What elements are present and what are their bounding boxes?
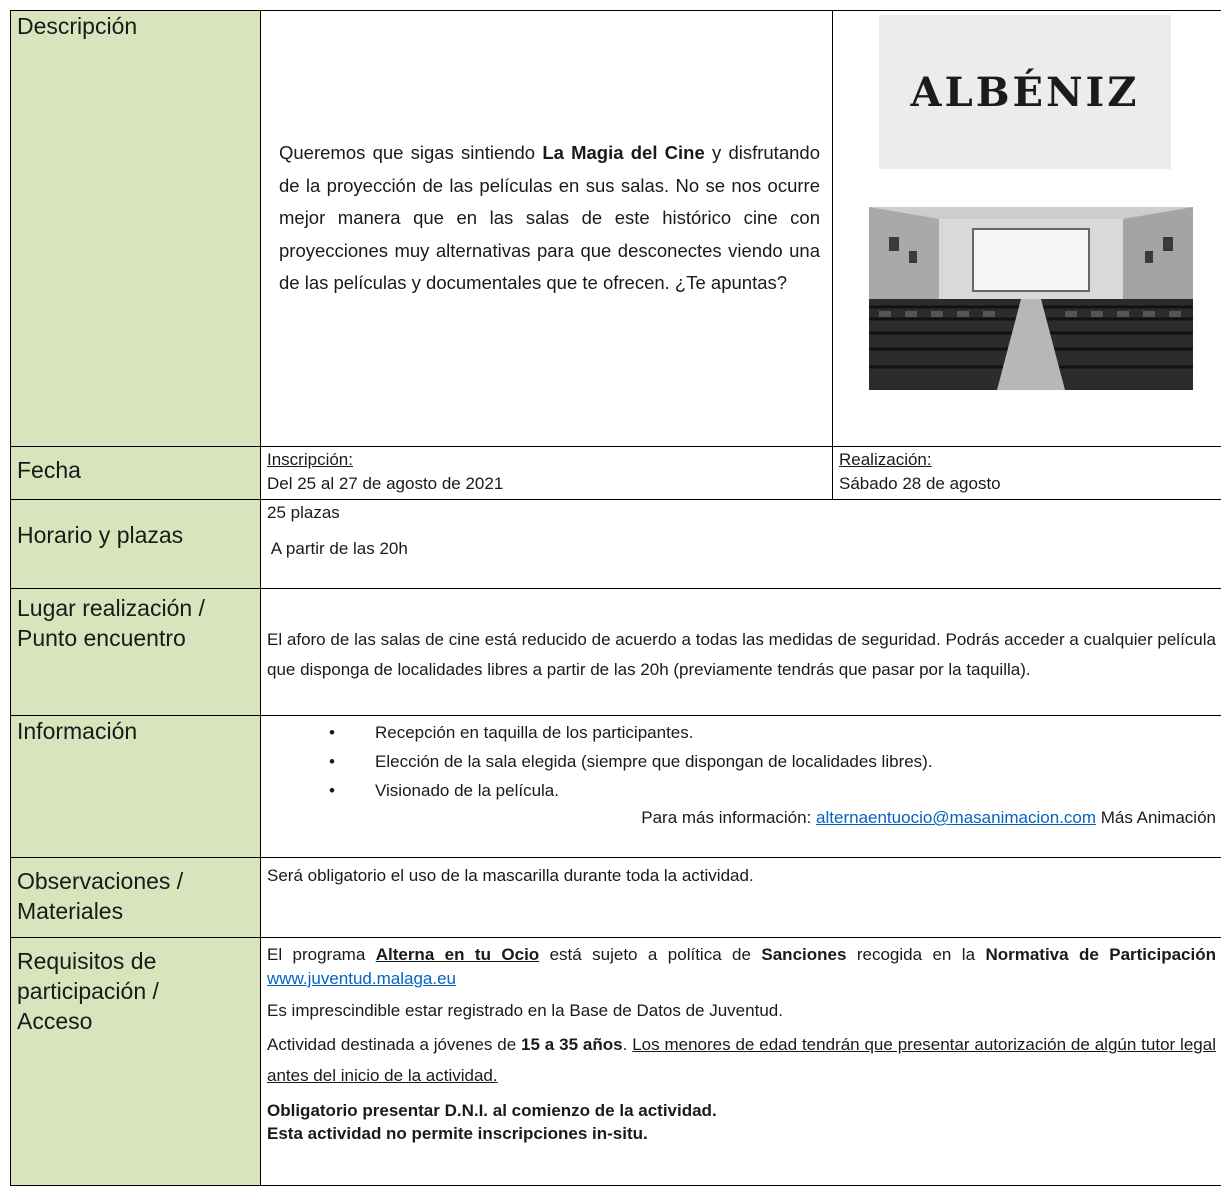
label-informacion: Información xyxy=(11,716,261,858)
list-item xyxy=(267,776,1216,805)
requisitos-p2: Es imprescindible estar registrado en la Base de Datos de Juventud. xyxy=(267,997,1216,1025)
row-horario xyxy=(11,500,1221,589)
label-requisitos-line2: participación / xyxy=(17,976,254,1006)
bullet: • xyxy=(329,718,335,747)
lugar-text: El aforo de las salas de cine está reducido de acuerdo a todas las medidas de seguridad. Podrás acceder a cualquier película que disponga de localidades libres a partir de las 20h (previamente tendrás que pasar por la taquilla). xyxy=(267,630,1216,679)
descripcion-highlight: La Magia del Cine xyxy=(542,142,704,163)
cinema-hall-photo xyxy=(869,207,1221,395)
row-descripcion xyxy=(11,11,1221,447)
horario-hora: A partir de las 20h xyxy=(267,538,1216,560)
row-lugar xyxy=(11,589,1221,716)
fecha-inscripcion-cell xyxy=(261,447,833,500)
label-lugar xyxy=(11,589,261,716)
horario-plazas: 25 plazas xyxy=(267,502,1216,524)
label-observaciones-line1: Observaciones / xyxy=(17,866,254,896)
descripcion-images-cell xyxy=(833,11,1221,447)
label-lugar-line1: Lugar realización / xyxy=(17,593,254,623)
fecha-realizacion-cell xyxy=(833,447,1221,500)
requisitos-p3: Actividad destinada a jóvenes de 15 a 35 años. Los menores de edad tendrán que presentar autorización de algún tutor legal antes del inicio de la actividad. xyxy=(267,1029,1216,1091)
label-horario: Horario y plazas xyxy=(11,500,261,589)
alterna-program-name: Alterna en tu Ocio xyxy=(376,945,539,964)
horario-cell xyxy=(261,500,1221,589)
list-item xyxy=(267,718,1216,747)
requisitos-p1: El programa Alterna en tu Ocio está sujeto a política de Sanciones recogida en la Normativa de Participación www.juventud.malaga.eu xyxy=(267,943,1216,991)
list-item xyxy=(267,747,1216,776)
bullet: • xyxy=(329,776,335,805)
label-fecha: Fecha xyxy=(11,447,261,500)
list-item-text: Recepción en taquilla de los participantes. xyxy=(375,723,693,742)
juventud-link[interactable]: www.juventud.malaga.eu xyxy=(267,969,456,988)
cinema-hall-image xyxy=(869,207,1193,390)
mas-info-org: Más Animación xyxy=(1096,808,1216,827)
bullet: • xyxy=(329,747,335,776)
realizacion-value: Sábado 28 de agosto xyxy=(839,472,1216,496)
descripcion-text xyxy=(279,137,820,300)
informacion-list xyxy=(267,718,1216,805)
label-observaciones-line2: Materiales xyxy=(17,896,254,926)
requisitos-p5: Esta actividad no permite inscripciones in-situ. xyxy=(267,1123,1216,1145)
row-fecha xyxy=(11,447,1221,500)
row-informacion xyxy=(11,716,1221,858)
label-observaciones xyxy=(11,858,261,938)
mas-info-line xyxy=(267,805,1216,831)
requisitos-cell xyxy=(261,938,1221,1186)
mas-info-label: Para más información: xyxy=(641,808,816,827)
row-requisitos xyxy=(11,938,1221,1186)
descripcion-text-part: y disfrutando de la proyección de las películas en sus salas. No se nos ocurre mejor manera que en las salas de este histórico cine con proyecciones muy alternativas para que desconectes viendo una de las películas y documentales que te ofrecen. ¿Te apuntas? xyxy=(279,142,820,293)
inscripcion-label: Inscripción: xyxy=(267,448,826,472)
observaciones-cell xyxy=(261,858,1221,938)
lugar-cell xyxy=(261,589,1221,716)
label-descripcion: Descripción xyxy=(11,11,261,447)
label-requisitos-line3: Acceso xyxy=(17,1006,254,1036)
observaciones-text: Será obligatorio el uso de la mascarilla durante toda la actividad. xyxy=(267,866,754,885)
label-lugar-line2: Punto encuentro xyxy=(17,623,254,653)
albeniz-logo-text: ALBÉNIZ xyxy=(911,69,1140,116)
informacion-cell xyxy=(261,716,1221,858)
descripcion-text-part: Queremos que sigas sintiendo xyxy=(279,142,542,163)
list-item-text: Elección de la sala elegida (siempre que dispongan de localidades libres). xyxy=(375,752,933,771)
email-link[interactable]: alternaentuocio@masanimacion.com xyxy=(816,808,1096,827)
list-item-text: Visionado de la película. xyxy=(375,781,559,800)
albeniz-logo xyxy=(879,15,1171,169)
row-observaciones xyxy=(11,858,1221,938)
requisitos-p4: Obligatorio presentar D.N.I. al comienzo de la actividad. xyxy=(267,1099,1216,1123)
descripcion-cell xyxy=(261,11,833,447)
activity-info-table xyxy=(10,10,1221,1186)
inscripcion-value: Del 25 al 27 de agosto de 2021 xyxy=(267,472,826,496)
realizacion-label: Realización: xyxy=(839,448,1216,472)
label-requisitos-line1: Requisitos de xyxy=(17,946,254,976)
label-requisitos xyxy=(11,938,261,1186)
